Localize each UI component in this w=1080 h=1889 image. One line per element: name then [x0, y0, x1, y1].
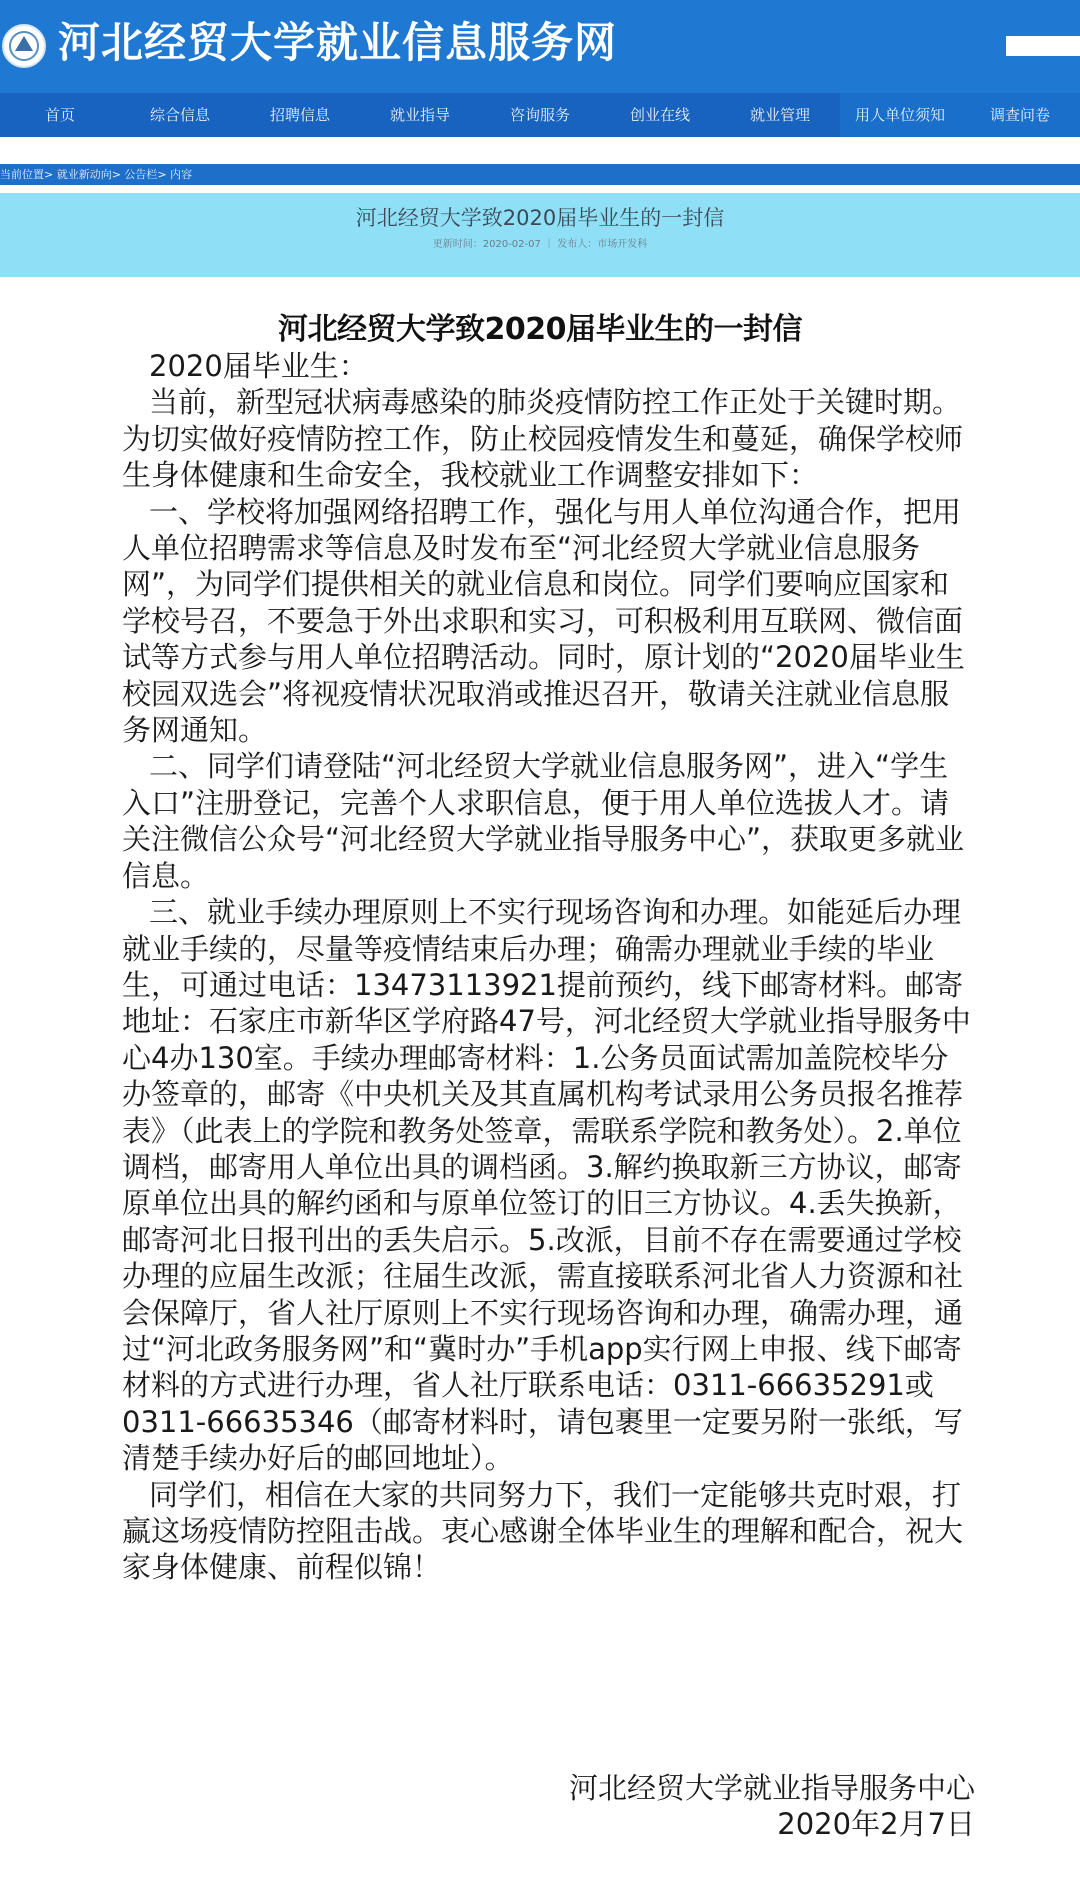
nav-item-home[interactable]: 首页 [44, 106, 75, 124]
letter-paragraph: 同学们，相信在大家的共同努力下，我们一定能够共克时艰，打赢这场疫情防控阻击战。衷心感谢全体毕业生的理解和配合，祝大家身体健康、前程似锦！ [122, 1477, 964, 1585]
university-logo-icon[interactable] [2, 24, 46, 68]
article-title: 河北经贸大学致2020届毕业生的一封信 [355, 206, 725, 230]
nav-item-entrepreneurship[interactable]: 创业在线 [629, 106, 690, 124]
letter-signature [480, 1770, 975, 1842]
letter-title: 河北经贸大学致2020届毕业生的一封信 [278, 312, 802, 347]
article-meta: 更新时间：2020-02-07 ｜ 发布人：市场开发科 [432, 239, 648, 250]
main-nav [0, 93, 1080, 137]
nav-item-employment-management[interactable]: 就业管理 [720, 93, 840, 137]
search-input[interactable] [1006, 36, 1080, 56]
nav-item-general-info[interactable]: 综合信息 [149, 106, 210, 124]
nav-item-career-guidance[interactable]: 就业指导 [389, 106, 450, 124]
site-title[interactable]: 河北经贸大学就业信息服务网 [58, 18, 618, 67]
letter-paragraph: 三、就业手续办理原则上不实行现场咨询和办理。如能延后办理就业手续的，尽量等疫情结束后办理；确需办理就业手续的毕业生，可通过电话：13473113921提前预约，线下邮寄材料。邮寄地址：石家庄市新华区学府路47号，河北经贸大学就业指导服务中心4办130室。手续办理邮寄材料：1.公务员面试需加盖院校毕分办签章的，邮寄《中央机关及其直属机构考试录用公务员报名推荐表》（此表上的学院和教务处签章，需联系学院和教务处）。2.单位调档，邮寄用人单位出具的调档函。3.解约换取新三方协议，邮寄原单位出具的解约函和与原单位签订的旧三方协议。4.丢失换新，邮寄河北日报刊出的丢失启示。5.改派，目前不存在需要通过学校办理的应届生改派；往届生改派，需直接联系河北省人力资源和社会保障厅，省人社厅原则上不实行现场咨询和办理，确需办理，通过“河北政务服务网”和“冀时办”手机app实行网上申报、线下邮寄材料的方式进行办理，省人社厅联系电话：0311-66635291或0311-66635346（邮寄材料时，请包裹里一定要另附一张纸，写清楚手续办好后的邮回地址）。 [122, 895, 971, 1476]
letter-paragraph: 当前，新型冠状病毒感染的肺炎疫情防控工作正处于关键时期。为切实做好疫情防控工作，防止校园疫情发生和蔓延，确保学校师生身体健康和生命安全，我校就业工作调整安排如下： [122, 385, 964, 493]
letter-paragraph: 二、同学们请登陆“河北经贸大学就业信息服务网”，进入“学生入口”注册登记，完善个人求职信息，便于用人单位选拔人才。请关注微信公众号“河北经贸大学就业指导服务中心”，获取更多就业信息。 [122, 749, 965, 893]
breadcrumb[interactable]: 当前位置> 就业新动向> 公告栏> 内容 [0, 164, 1080, 185]
nav-item-recruitment[interactable]: 招聘信息 [269, 106, 330, 124]
site-header [0, 0, 1080, 93]
logo-emblem [15, 36, 33, 51]
signature-org: 河北经贸大学就业指导服务中心 [568, 1771, 975, 1805]
nav-item-employer-notice[interactable]: 用人单位须知 [840, 93, 960, 137]
nav-item-consulting[interactable]: 咨询服务 [509, 106, 570, 124]
spacer-strip [0, 137, 1080, 164]
letter-salutation: 2020届毕业生： [149, 349, 368, 383]
letter-body [122, 348, 972, 1586]
article-header [0, 193, 1080, 277]
letter-paragraph: 一、学校将加强网络招聘工作，强化与用人单位沟通合作，把用人单位招聘需求等信息及时发布至“河北经贸大学就业信息服务网”，为同学们提供相关的就业信息和岗位。同学们要响应国家和学校号召，不要急于外出求职和实习，可积极利用互联网、微信面试等方式参与用人单位招聘活动。同时，原计划的“2020届毕业生校园双选会”将视疫情状况取消或推迟召开，敬请关注就业信息服务网通知。 [122, 494, 965, 748]
nav-item-survey[interactable]: 调查问卷 [960, 93, 1080, 137]
signature-date: 2020年2月7日 [777, 1807, 975, 1841]
